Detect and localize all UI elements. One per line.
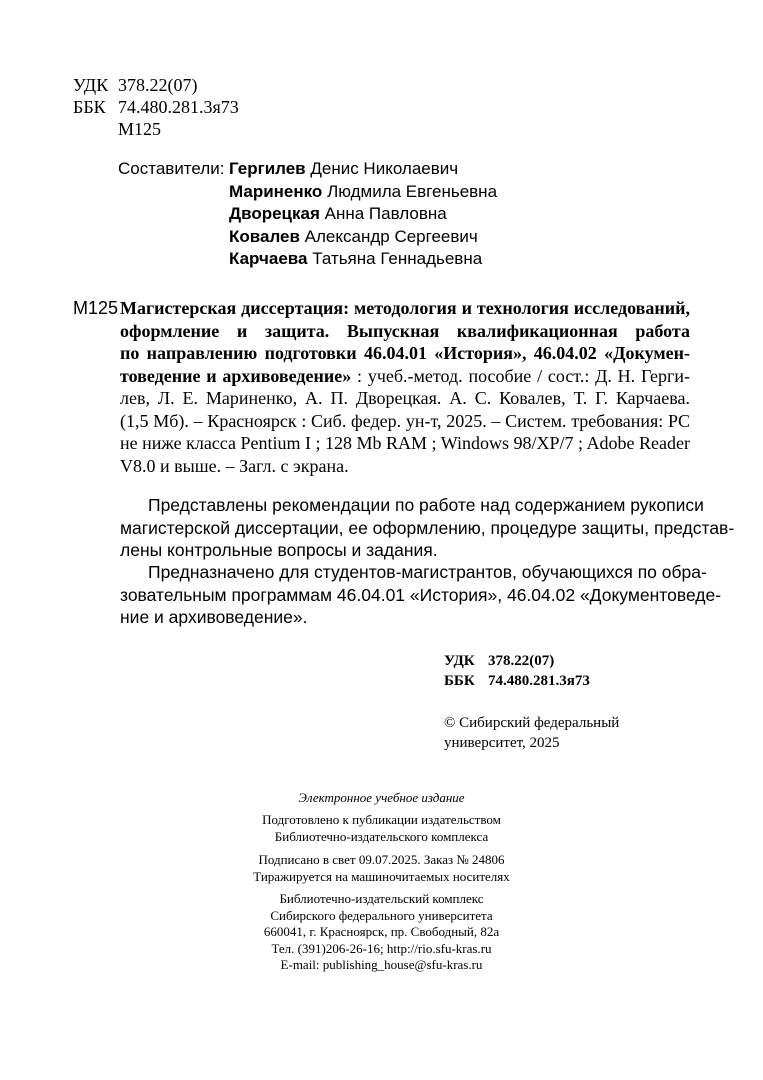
compilers-block <box>0 0 763 270</box>
description-line: по направлению подготовки 46.04.01 «История», 46.04.02 «Докумен- <box>120 343 690 363</box>
publisher-phone: Тел. (391)206-26-16; http://rio.sfu-kras.ru <box>271 940 492 956</box>
copyright <box>444 713 619 753</box>
annotation-line: Представлены рекомендации по работе над содержанием рукописи <box>148 495 704 515</box>
bbk-repeat-row: ББК 74.480.281.3я73 <box>444 673 590 689</box>
compiler-1: Гергилев Денис Николаевич <box>229 159 459 178</box>
prepared-line-2: Библиотечно-издательского комплекса <box>274 828 489 844</box>
annotation-line: зовательным программам 46.04.01 «История», 46.04.02 «Документоведе- <box>120 584 722 605</box>
annotation-paragraph-1 <box>120 494 735 562</box>
edition-type: Электронное учебное издание <box>298 790 465 805</box>
bbk-label: ББК <box>73 97 106 117</box>
signed-line: Подписано в свет 09.07.2025. Заказ № 24806 <box>258 852 505 867</box>
bbk-value: 74.480.281.3я73 <box>118 97 239 117</box>
compiler-2: Мариненко Людмила Евгеньевна <box>229 181 498 201</box>
description-line: лев, Л. Е. Мариненко, А. П. Дворецкая. А. С. Ковалев, Т. Г. Карчаева. <box>120 388 690 408</box>
description-line: Магистерская диссертация: методология и технология исследований, <box>120 298 690 318</box>
description-line: не ниже класса Pentium I ; 128 Mb RAM ; Windows 98/XP/7 ; Adobe Reader <box>120 433 690 453</box>
annotation-line: Предназначено для студентов-магистрантов, обучающихся по обра- <box>148 562 707 582</box>
udk-label: УДК <box>73 75 109 95</box>
annotation-line: магистерской диссертации, ее оформлению, процедуре защиты, представ- <box>120 517 735 538</box>
imprint-prepared <box>0 812 763 845</box>
compiler-3: Дворецкая Анна Павловна <box>229 204 447 223</box>
copyright-line-2: университет, 2025 <box>444 735 560 751</box>
imprint <box>0 790 763 807</box>
publisher-address: 660041, г. Красноярск, пр. Свободный, 82а <box>263 924 500 939</box>
classification-repeat <box>444 651 590 691</box>
publisher-email: E-mail: publishing_house@sfu-kras.ru <box>280 957 483 972</box>
compiler-4: Ковалев Александр Сергеевич <box>229 226 478 246</box>
annotation-paragraph-2 <box>120 561 722 629</box>
author-mark: М125 <box>118 119 162 139</box>
description-line: (1,5 Мб). – Красноярск : Сиб. федер. ун-т, 2025. – Систем. требования: PC <box>120 410 690 431</box>
imprint-publisher <box>0 891 763 974</box>
udk-value: 378.22(07) <box>118 75 198 95</box>
copyright-line-1: © Сибирский федеральный <box>444 715 620 731</box>
description-code: М125 <box>73 298 119 318</box>
description-line: товедение и архивоведение» : учеб.-метод. пособие / сост.: Д. Н. Герги- <box>120 365 690 386</box>
replicated-line: Тиражируется на машиночитаемых носителях <box>253 868 510 884</box>
udk-repeat-row: УДК 378.22(07) <box>444 653 555 669</box>
publisher-line-1: Библиотечно-издательский комплекс <box>279 891 484 906</box>
annotation-line: лены контрольные вопросы и задания. <box>120 540 438 560</box>
description-line: оформление и защита. Выпускная квалификационная работа <box>120 320 690 341</box>
publisher-line-2: Сибирского федерального университета <box>270 907 493 923</box>
compiler-5: Карчаева Татьяна Геннадьевна <box>229 249 483 268</box>
compilers-label: Составители: <box>118 159 225 178</box>
bibliographic-description <box>73 297 690 477</box>
imprint-signed <box>0 852 763 885</box>
prepared-line-1: Подготовлено к публикации издательством <box>262 812 501 827</box>
description-line: V8.0 и выше. – Загл. с экрана. <box>120 455 349 476</box>
annotation-line: ние и архивоведение». <box>120 607 308 627</box>
